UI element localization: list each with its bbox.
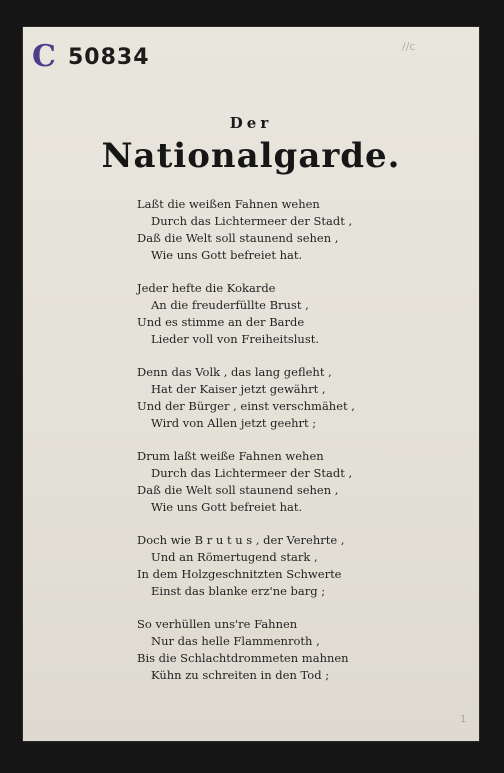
collection-stamp-letter: C: [32, 39, 56, 74]
poem-line: An die freuderfüllte Brust ,: [151, 298, 309, 312]
stanza-5: [137, 532, 457, 600]
poem-line: Doch wie B r u t u s , der Verehrte ,: [137, 533, 345, 547]
pencil-mark: //c: [402, 40, 416, 53]
poem-line: Drum laßt weiße Fahnen wehen: [137, 449, 324, 463]
stanza-3: [137, 364, 457, 432]
poem-line: Wird von Allen jetzt geehrt ;: [151, 416, 317, 430]
poem-line: So verhüllen uns're Fahnen: [137, 617, 298, 631]
poem-line: Denn das Volk , das lang gefleht ,: [137, 365, 332, 379]
poem-line: Und an Römertugend stark ,: [151, 550, 318, 564]
poem-line: Einst das blanke erz'ne barg ;: [151, 584, 326, 598]
page-title: Nationalgarde.: [101, 136, 401, 176]
poem-line: Und es stimme an der Barde: [137, 315, 305, 329]
poem-line: Bis die Schlachtdrommeten mahnen: [137, 651, 349, 665]
poem-body: [137, 196, 457, 700]
poem-line: Daß die Welt soll staunend sehen ,: [137, 231, 339, 245]
poem-line: Hat der Kaiser jetzt gewährt ,: [151, 382, 326, 396]
stanza-4: [137, 448, 457, 516]
poem-line: Kühn zu schreiten in den Tod ;: [151, 668, 330, 682]
poem-line: Und der Bürger , einst verschmähet ,: [137, 399, 355, 413]
title-article: Der: [229, 114, 273, 132]
poem-line: Laßt die weißen Fahnen wehen: [137, 197, 320, 211]
stanza-2: [137, 280, 457, 348]
poem-line: Nur das helle Flammenroth ,: [151, 634, 320, 648]
poem-line: Durch das Lichtermeer der Stadt ,: [151, 214, 353, 228]
page-number: 1: [460, 714, 467, 725]
stanza-6: [137, 616, 457, 684]
poem-line: In dem Holzgeschnitzten Schwerte: [137, 567, 342, 581]
document-page: [22, 26, 480, 742]
poem-line: Lieder voll von Freiheitslust.: [151, 332, 319, 346]
accession-number: 50834: [68, 45, 150, 70]
poem-line: Wie uns Gott befreiet hat.: [151, 248, 303, 262]
poem-line: Daß die Welt soll staunend sehen ,: [137, 483, 339, 497]
poem-line: Durch das Lichtermeer der Stadt ,: [151, 466, 353, 480]
poem-line: Wie uns Gott befreiet hat.: [151, 500, 303, 514]
stanza-1: [137, 196, 457, 264]
poem-line: Jeder hefte die Kokarde: [137, 281, 276, 295]
